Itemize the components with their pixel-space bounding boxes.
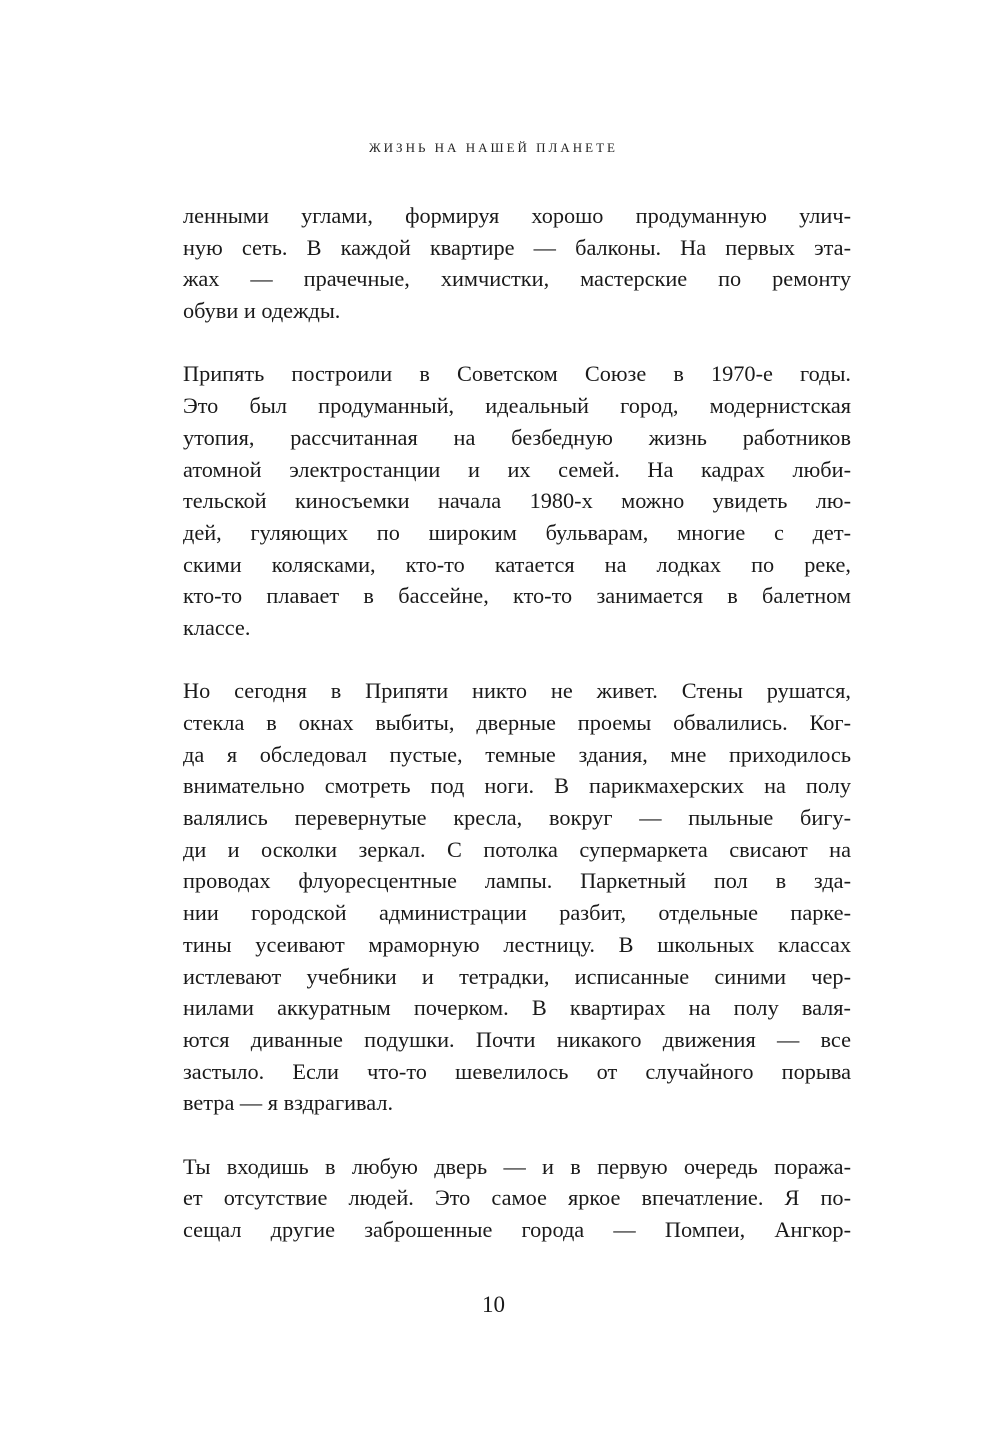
- text-line: ются диванные подушки. Почти никакого движения — все: [183, 1026, 851, 1052]
- paragraph: [183, 358, 851, 643]
- text-line: проводах флуоресцентные лампы. Паркетный пол в зда-: [183, 868, 851, 894]
- text-line: Это был продуманный, идеальный город, модернистская: [183, 393, 851, 419]
- page-number: 10: [482, 1292, 505, 1317]
- text-line: истлевают учебники и тетрадки, исписанные синими чер-: [183, 963, 851, 989]
- text-line: кто-то плавает в бассейне, кто-то занимается в балетном: [183, 583, 851, 609]
- text-line: ную сеть. В каждой квартире — балконы. На первых эта-: [183, 234, 851, 260]
- text-line: классе.: [183, 614, 251, 640]
- text-line: внимательно смотреть под ноги. В парикмахерских на полу: [183, 773, 851, 799]
- text-line: жах — прачечные, химчистки, мастерские по ремонту: [183, 266, 851, 292]
- text-line: тельской киносъемки начала 1980-х можно увидеть лю-: [183, 488, 851, 514]
- paragraph: [183, 200, 851, 327]
- text-line: стекла в окнах выбиты, дверные проемы обвалились. Ког-: [183, 710, 851, 735]
- text-line: атомной электростанции и их семей. На кадрах люби-: [183, 456, 851, 482]
- text-line: Но сегодня в Припяти никто не живет. Стены рушатся,: [183, 678, 851, 704]
- text-line: нии городской администрации разбит, отдельные парке-: [183, 900, 851, 926]
- text-line: сещал другие заброшенные города — Помпеи, Ангкор-: [183, 1217, 851, 1242]
- text-line: да я обследовал пустые, темные здания, мне приходилось: [183, 741, 851, 767]
- paragraph: [183, 1151, 851, 1246]
- text-line: Ты входишь в любую дверь — и в первую очередь поража-: [183, 1153, 851, 1179]
- body-text: [183, 200, 851, 1277]
- text-line: скими колясками, кто-то катается на лодках по реке,: [183, 551, 851, 577]
- text-line: ветра — я вздрагивал.: [183, 1090, 394, 1116]
- text-line: ленными углами, формируя хорошо продуманную улич-: [183, 203, 851, 228]
- text-line: тины усеивают мраморную лестницу. В школьных классах: [183, 931, 851, 957]
- text-line: валялись перевернутые кресла, вокруг — пыльные бигу-: [183, 805, 851, 831]
- text-line: дей, гуляющих по широким бульварам, многие с дет-: [183, 519, 851, 545]
- text-line: ет отсутствие людей. Это самое яркое впечатление. Я по-: [183, 1185, 851, 1211]
- text-line: утопия, рассчитанная на безбедную жизнь работников: [183, 424, 851, 450]
- text-line: застыло. Если что-то шевелилось от случайного порыва: [183, 1058, 851, 1084]
- text-line: ди и осколки зеркал. С потолка супермаркета свисают на: [183, 836, 851, 862]
- text-line: обуви и одежды.: [183, 298, 341, 324]
- text-line: Припять построили в Советском Союзе в 1970-е годы.: [183, 361, 851, 387]
- paragraph: [183, 675, 851, 1119]
- text-line: нилами аккуратным почерком. В квартирах на полу валя-: [183, 995, 851, 1021]
- running-head: ЖИЗНЬ НА НАШЕЙ ПЛАНЕТЕ: [369, 140, 618, 155]
